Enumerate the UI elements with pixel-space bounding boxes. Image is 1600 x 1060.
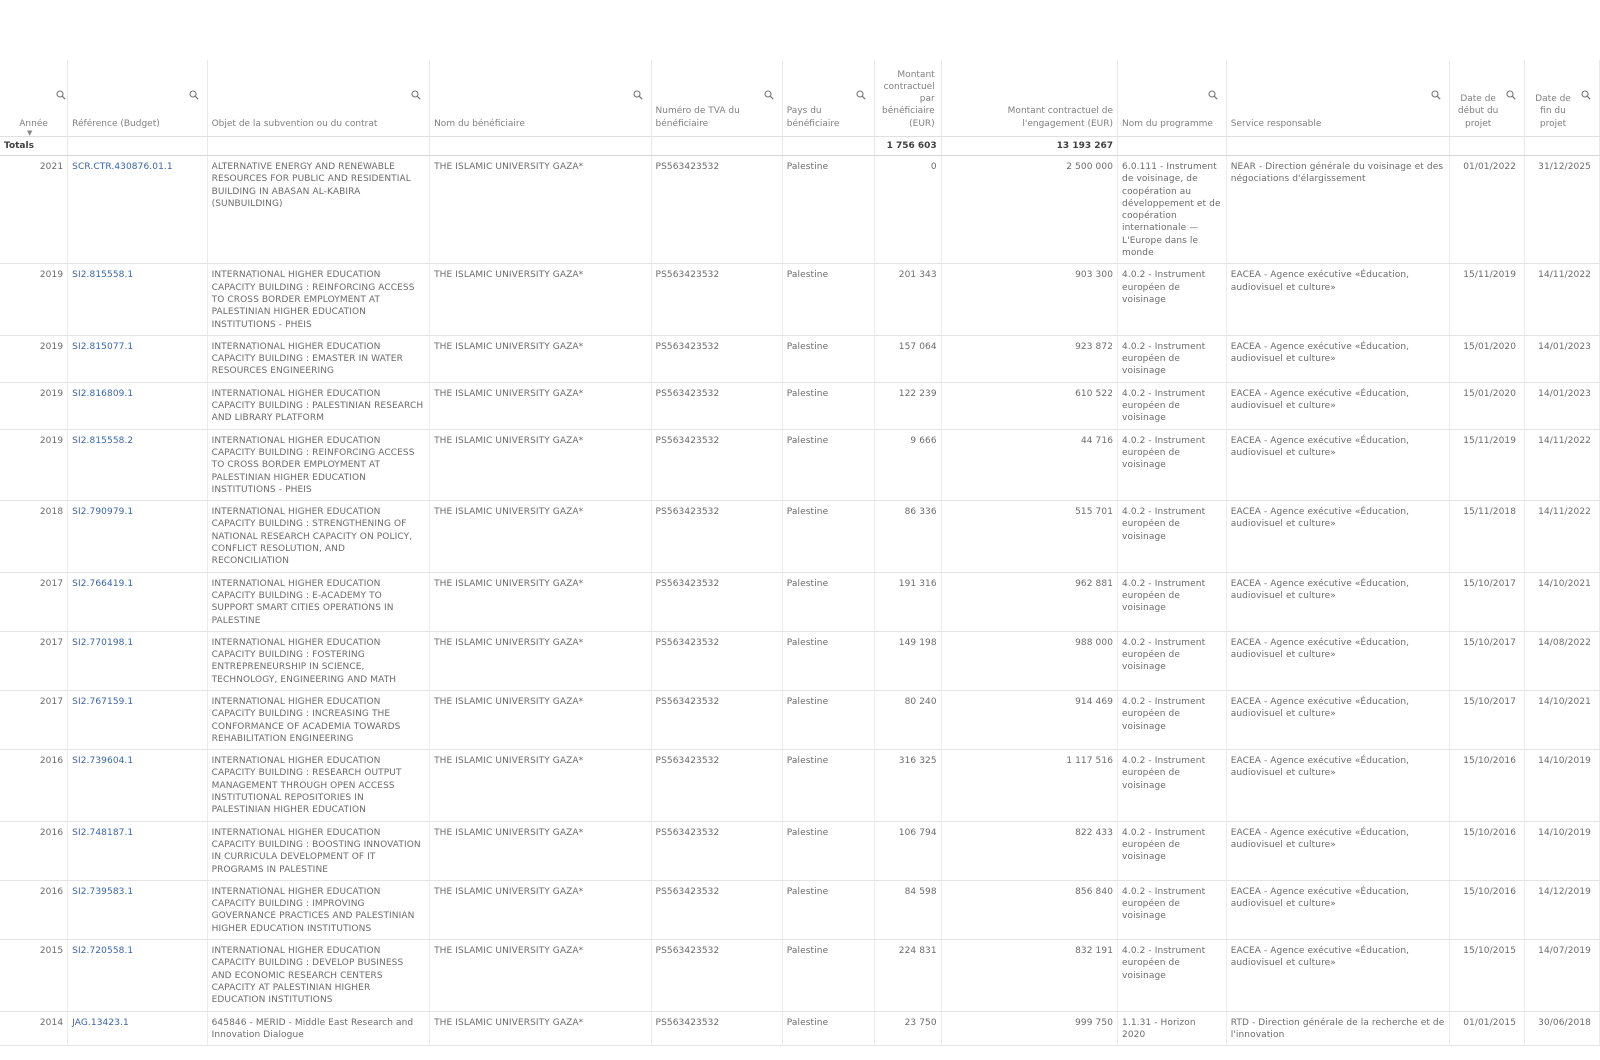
column-header-montant-engagement[interactable] xyxy=(941,60,1117,137)
cell-annee: 2017 xyxy=(0,690,68,749)
cell-montant-beneficiaire: 23 750 xyxy=(875,1011,942,1046)
totals-empty-cell xyxy=(782,137,874,156)
cell-objet: 645846 - MERID - Middle East Research and Innovation Dialogue xyxy=(207,1011,429,1046)
cell-service: EACEA - Agence exécutive «Éducation, audiovisuel et culture» xyxy=(1226,750,1450,821)
cell-reference[interactable]: SI2.766419.1 xyxy=(68,572,207,631)
totals-empty-cell xyxy=(651,137,782,156)
table-row[interactable] xyxy=(0,264,1600,335)
cell-montant-engagement: 914 469 xyxy=(941,690,1117,749)
cell-annee: 2019 xyxy=(0,264,68,335)
cell-pays: Palestine xyxy=(782,382,874,429)
table-row[interactable] xyxy=(0,880,1600,939)
cell-date-debut: 15/10/2017 xyxy=(1450,572,1525,631)
totals-row xyxy=(0,137,1600,156)
cell-service: EACEA - Agence exécutive «Éducation, audiovisuel et culture» xyxy=(1226,382,1450,429)
column-header-label: Année xyxy=(19,118,48,129)
totals-empty-cell xyxy=(207,137,429,156)
cell-programme: 4.0.2 - Instrument européen de voisinage xyxy=(1118,631,1227,690)
totals-montant-beneficiaire: 1 756 603 xyxy=(875,137,942,156)
cell-montant-engagement: 44 716 xyxy=(941,429,1117,500)
table-row[interactable] xyxy=(0,335,1600,382)
cell-objet: ALTERNATIVE ENERGY AND RENEWABLE RESOURCES FOR PUBLIC AND RESIDENTIAL BUILDING IN ABASAN AL-KABIRA (SUNBUILDING) xyxy=(207,156,429,264)
cell-objet: INTERNATIONAL HIGHER EDUCATION CAPACITY BUILDING : RESEARCH OUTPUT MANAGEMENT THROUGH OPEN ACCESS INSTITUTIONAL REPOSITORIES IN PALESTINIAN HIGHER EDUCATION xyxy=(207,750,429,821)
cell-pays: Palestine xyxy=(782,264,874,335)
column-header-label: Nom du bénéficiaire xyxy=(434,118,525,129)
column-header-label: Date de début du projet xyxy=(1457,94,1499,129)
cell-annee: 2014 xyxy=(0,1011,68,1046)
cell-service: RTD - Direction générale de la recherche et de l'innovation xyxy=(1226,1011,1450,1046)
cell-pays: Palestine xyxy=(782,631,874,690)
totals-empty-cell xyxy=(68,137,207,156)
cell-nom-beneficiaire: THE ISLAMIC UNIVERSITY GAZA* xyxy=(430,821,651,880)
totals-empty-cell xyxy=(1450,137,1525,156)
table-row[interactable] xyxy=(0,156,1600,264)
totals-empty-cell xyxy=(1525,137,1600,156)
cell-nom-beneficiaire: THE ISLAMIC UNIVERSITY GAZA* xyxy=(430,631,651,690)
cell-service: EACEA - Agence exécutive «Éducation, audiovisuel et culture» xyxy=(1226,264,1450,335)
table-row[interactable] xyxy=(0,501,1600,572)
cell-date-debut: 15/10/2016 xyxy=(1450,821,1525,880)
cell-objet: INTERNATIONAL HIGHER EDUCATION CAPACITY BUILDING : EMASTER IN WATER RESOURCES ENGINEERING xyxy=(207,335,429,382)
totals-empty-cell xyxy=(1226,137,1450,156)
header-row xyxy=(0,60,1600,137)
data-table-container xyxy=(0,60,1600,1046)
data-table xyxy=(0,60,1600,1046)
column-header-objet[interactable] xyxy=(207,60,429,137)
cell-numero-tva: PS563423532 xyxy=(651,880,782,939)
cell-nom-beneficiaire: THE ISLAMIC UNIVERSITY GAZA* xyxy=(430,429,651,500)
column-header-label: Nom du programme xyxy=(1122,118,1213,129)
column-header-label: Montant contractuel par bénéficiaire (EUR) xyxy=(882,69,935,129)
cell-objet: INTERNATIONAL HIGHER EDUCATION CAPACITY BUILDING : PALESTINIAN RESEARCH AND LIBRARY PLATFORM xyxy=(207,382,429,429)
cell-service: EACEA - Agence exécutive «Éducation, audiovisuel et culture» xyxy=(1226,821,1450,880)
cell-service: EACEA - Agence exécutive «Éducation, audiovisuel et culture» xyxy=(1226,429,1450,500)
column-header-service-responsable[interactable] xyxy=(1226,60,1450,137)
cell-pays: Palestine xyxy=(782,572,874,631)
cell-programme: 4.0.2 - Instrument européen de voisinage xyxy=(1118,501,1227,572)
cell-date-fin: 14/10/2019 xyxy=(1525,750,1600,821)
cell-numero-tva: PS563423532 xyxy=(651,750,782,821)
cell-nom-beneficiaire: THE ISLAMIC UNIVERSITY GAZA* xyxy=(430,264,651,335)
search-icon[interactable] xyxy=(856,90,866,100)
column-header-label: Référence (Budget) xyxy=(72,118,160,129)
search-icon[interactable] xyxy=(764,90,774,100)
cell-reference[interactable]: SI2.770198.1 xyxy=(68,631,207,690)
cell-date-debut: 15/10/2016 xyxy=(1450,880,1525,939)
column-header-label: Service responsable xyxy=(1230,118,1322,129)
column-header-label: Pays du bénéficiaire xyxy=(786,106,840,129)
cell-objet: INTERNATIONAL HIGHER EDUCATION CAPACITY BUILDING : STRENGTHENING OF NATIONAL RESEARCH CAPACITY ON POLICY, CONFLICT RESOLUTION, AND RECONCILIATION xyxy=(207,501,429,572)
cell-annee: 2016 xyxy=(0,821,68,880)
cell-montant-beneficiaire: 84 598 xyxy=(875,880,942,939)
cell-numero-tva: PS563423532 xyxy=(651,631,782,690)
cell-programme: 4.0.2 - Instrument européen de voisinage xyxy=(1118,264,1227,335)
cell-numero-tva: PS563423532 xyxy=(651,429,782,500)
cell-pays: Palestine xyxy=(782,429,874,500)
cell-annee: 2019 xyxy=(0,429,68,500)
cell-objet: INTERNATIONAL HIGHER EDUCATION CAPACITY BUILDING : DEVELOP BUSINESS AND ECONOMIC RESEARCH CENTERS CAPACITY AT PALESTINIAN HIGHER EDUCATION INSTITUTIONS xyxy=(207,940,429,1011)
cell-montant-engagement: 856 840 xyxy=(941,880,1117,939)
cell-annee: 2021 xyxy=(0,156,68,264)
cell-nom-beneficiaire: THE ISLAMIC UNIVERSITY GAZA* xyxy=(430,501,651,572)
cell-reference[interactable]: SI2.739583.1 xyxy=(68,880,207,939)
cell-date-fin: 14/01/2023 xyxy=(1525,335,1600,382)
cell-programme: 6.0.111 - Instrument de voisinage, de coopération au développement et de coopération internationale — L'Europe dans le monde xyxy=(1118,156,1227,264)
cell-objet: INTERNATIONAL HIGHER EDUCATION CAPACITY BUILDING : E-ACADEMY TO SUPPORT SMART CITIES OPERATIONS IN PALESTINE xyxy=(207,572,429,631)
cell-date-fin: 14/07/2019 xyxy=(1525,940,1600,1011)
cell-service: EACEA - Agence exécutive «Éducation, audiovisuel et culture» xyxy=(1226,880,1450,939)
cell-montant-beneficiaire: 201 343 xyxy=(875,264,942,335)
cell-date-debut: 15/01/2020 xyxy=(1450,335,1525,382)
cell-annee: 2019 xyxy=(0,382,68,429)
column-header-label: Numéro de TVA du bénéficiaire xyxy=(655,106,740,129)
cell-montant-beneficiaire: 80 240 xyxy=(875,690,942,749)
cell-montant-beneficiaire: 157 064 xyxy=(875,335,942,382)
table-row[interactable] xyxy=(0,750,1600,821)
column-header-label: Montant contractuel de l'engagement (EUR) xyxy=(1007,106,1114,129)
cell-montant-beneficiaire: 0 xyxy=(875,156,942,264)
cell-montant-engagement: 903 300 xyxy=(941,264,1117,335)
cell-date-fin: 14/01/2023 xyxy=(1525,382,1600,429)
totals-label: Totals xyxy=(4,140,34,151)
cell-pays: Palestine xyxy=(782,335,874,382)
cell-nom-beneficiaire: THE ISLAMIC UNIVERSITY GAZA* xyxy=(430,1011,651,1046)
cell-service: EACEA - Agence exécutive «Éducation, audiovisuel et culture» xyxy=(1226,501,1450,572)
cell-reference[interactable]: SI2.767159.1 xyxy=(68,690,207,749)
cell-montant-engagement: 822 433 xyxy=(941,821,1117,880)
cell-service: EACEA - Agence exécutive «Éducation, audiovisuel et culture» xyxy=(1226,940,1450,1011)
cell-date-fin: 14/11/2022 xyxy=(1525,264,1600,335)
column-header-label: Date de fin du projet xyxy=(1535,94,1571,129)
cell-date-fin: 14/08/2022 xyxy=(1525,631,1600,690)
cell-reference[interactable]: SI2.720558.1 xyxy=(68,940,207,1011)
cell-montant-beneficiaire: 149 198 xyxy=(875,631,942,690)
cell-objet: INTERNATIONAL HIGHER EDUCATION CAPACITY BUILDING : REINFORCING ACCESS TO CROSS BORDER EMPLOYMENT AT PALESTINIAN HIGHER EDUCATION INSTITUTIONS - PHEIS xyxy=(207,429,429,500)
search-icon[interactable] xyxy=(411,90,421,100)
cell-numero-tva: PS563423532 xyxy=(651,264,782,335)
cell-date-fin: 14/11/2022 xyxy=(1525,501,1600,572)
cell-objet: INTERNATIONAL HIGHER EDUCATION CAPACITY BUILDING : IMPROVING GOVERNANCE PRACTICES AND PALESTINIAN HIGHER EDUCATION INSTITUTIONS xyxy=(207,880,429,939)
cell-annee: 2018 xyxy=(0,501,68,572)
cell-programme: 4.0.2 - Instrument européen de voisinage xyxy=(1118,382,1227,429)
column-header-label: Objet de la subvention ou du contrat xyxy=(211,118,378,129)
cell-montant-engagement: 999 750 xyxy=(941,1011,1117,1046)
cell-annee: 2016 xyxy=(0,880,68,939)
cell-montant-beneficiaire: 9 666 xyxy=(875,429,942,500)
cell-annee: 2015 xyxy=(0,940,68,1011)
cell-montant-beneficiaire: 191 316 xyxy=(875,572,942,631)
search-icon[interactable] xyxy=(1506,90,1516,100)
cell-programme: 4.0.2 - Instrument européen de voisinage xyxy=(1118,940,1227,1011)
cell-pays: Palestine xyxy=(782,880,874,939)
cell-objet: INTERNATIONAL HIGHER EDUCATION CAPACITY BUILDING : FOSTERING ENTREPRENEURSHIP IN SCIENCE, TECHNOLOGY, ENGINEERING AND MATH xyxy=(207,631,429,690)
cell-date-debut: 15/10/2017 xyxy=(1450,631,1525,690)
search-icon[interactable] xyxy=(1208,90,1218,100)
cell-date-fin: 14/10/2019 xyxy=(1525,821,1600,880)
column-header-pays[interactable] xyxy=(782,60,874,137)
table-row[interactable] xyxy=(0,690,1600,749)
cell-pays: Palestine xyxy=(782,1011,874,1046)
cell-reference[interactable]: SI2.815558.1 xyxy=(68,264,207,335)
cell-nom-beneficiaire: THE ISLAMIC UNIVERSITY GAZA* xyxy=(430,335,651,382)
search-icon[interactable] xyxy=(1431,90,1441,100)
totals-montant-engagement: 13 193 267 xyxy=(941,137,1117,156)
search-icon[interactable] xyxy=(1581,90,1591,100)
cell-numero-tva: PS563423532 xyxy=(651,156,782,264)
cell-programme: 4.0.2 - Instrument européen de voisinage xyxy=(1118,880,1227,939)
cell-nom-beneficiaire: THE ISLAMIC UNIVERSITY GAZA* xyxy=(430,382,651,429)
column-header-nom-programme[interactable] xyxy=(1118,60,1227,137)
cell-reference[interactable]: SI2.748187.1 xyxy=(68,821,207,880)
cell-objet: INTERNATIONAL HIGHER EDUCATION CAPACITY BUILDING : BOOSTING INNOVATION IN CURRICULA DEVELOPMENT OF IT PROGRAMS IN PALESTINE xyxy=(207,821,429,880)
cell-programme: 4.0.2 - Instrument européen de voisinage xyxy=(1118,690,1227,749)
search-icon[interactable] xyxy=(633,90,643,100)
cell-programme: 4.0.2 - Instrument européen de voisinage xyxy=(1118,572,1227,631)
cell-numero-tva: PS563423532 xyxy=(651,335,782,382)
cell-nom-beneficiaire: THE ISLAMIC UNIVERSITY GAZA* xyxy=(430,690,651,749)
table-row[interactable] xyxy=(0,382,1600,429)
cell-pays: Palestine xyxy=(782,821,874,880)
table-row[interactable] xyxy=(0,821,1600,880)
table-row[interactable] xyxy=(0,631,1600,690)
cell-reference[interactable]: SI2.816809.1 xyxy=(68,382,207,429)
cell-montant-engagement: 1 117 516 xyxy=(941,750,1117,821)
column-header-nom-beneficiaire[interactable] xyxy=(430,60,651,137)
cell-service: EACEA - Agence exécutive «Éducation, audiovisuel et culture» xyxy=(1226,335,1450,382)
cell-reference[interactable]: SI2.739604.1 xyxy=(68,750,207,821)
cell-reference[interactable]: SI2.815077.1 xyxy=(68,335,207,382)
cell-reference[interactable]: SI2.790979.1 xyxy=(68,501,207,572)
column-header-montant-beneficiaire[interactable] xyxy=(875,60,942,137)
cell-montant-engagement: 923 872 xyxy=(941,335,1117,382)
cell-date-debut: 15/10/2016 xyxy=(1450,750,1525,821)
cell-numero-tva: PS563423532 xyxy=(651,821,782,880)
cell-montant-beneficiaire: 106 794 xyxy=(875,821,942,880)
cell-service: EACEA - Agence exécutive «Éducation, audiovisuel et culture» xyxy=(1226,572,1450,631)
cell-date-debut: 15/10/2017 xyxy=(1450,690,1525,749)
totals-empty-cell xyxy=(430,137,651,156)
cell-date-fin: 30/06/2018 xyxy=(1525,1011,1600,1046)
cell-pays: Palestine xyxy=(782,940,874,1011)
cell-date-debut: 15/11/2019 xyxy=(1450,264,1525,335)
table-body xyxy=(0,156,1600,1046)
cell-date-debut: 15/11/2018 xyxy=(1450,501,1525,572)
cell-annee: 2019 xyxy=(0,335,68,382)
cell-pays: Palestine xyxy=(782,156,874,264)
column-header-annee[interactable] xyxy=(0,60,68,137)
cell-annee: 2017 xyxy=(0,572,68,631)
totals-label-cell xyxy=(0,129,68,156)
cell-date-debut: 15/10/2015 xyxy=(1450,940,1525,1011)
cell-programme: 4.0.2 - Instrument européen de voisinage xyxy=(1118,335,1227,382)
table-row[interactable] xyxy=(0,1011,1600,1046)
cell-objet: INTERNATIONAL HIGHER EDUCATION CAPACITY BUILDING : REINFORCING ACCESS TO CROSS BORDER EMPLOYMENT AT PALESTINIAN HIGHER EDUCATION INSTITUTIONS - PHEIS xyxy=(207,264,429,335)
cell-service: NEAR - Direction générale du voisinage et des négociations d'élargissement xyxy=(1226,156,1450,264)
column-header-numero-tva[interactable] xyxy=(651,60,782,137)
cell-montant-engagement: 988 000 xyxy=(941,631,1117,690)
cell-programme: 4.0.2 - Instrument européen de voisinage xyxy=(1118,821,1227,880)
column-header-reference-budget[interactable] xyxy=(68,60,207,137)
cell-date-debut: 01/01/2022 xyxy=(1450,156,1525,264)
cell-nom-beneficiaire: THE ISLAMIC UNIVERSITY GAZA* xyxy=(430,156,651,264)
cell-date-fin: 14/10/2021 xyxy=(1525,690,1600,749)
cell-numero-tva: PS563423532 xyxy=(651,940,782,1011)
cell-pays: Palestine xyxy=(782,501,874,572)
cell-montant-beneficiaire: 122 239 xyxy=(875,382,942,429)
totals-empty-cell xyxy=(1118,137,1227,156)
cell-nom-beneficiaire: THE ISLAMIC UNIVERSITY GAZA* xyxy=(430,880,651,939)
cell-montant-engagement: 962 881 xyxy=(941,572,1117,631)
cell-reference[interactable]: JAG.13423.1 xyxy=(68,1011,207,1046)
cell-montant-beneficiaire: 316 325 xyxy=(875,750,942,821)
cell-annee: 2016 xyxy=(0,750,68,821)
cell-date-debut: 01/01/2015 xyxy=(1450,1011,1525,1046)
cell-numero-tva: PS563423532 xyxy=(651,572,782,631)
cell-objet: INTERNATIONAL HIGHER EDUCATION CAPACITY BUILDING : INCREASING THE CONFORMANCE OF ACADEMIA TOWARDS REHABILITATION ENGINEERING xyxy=(207,690,429,749)
column-header-date-debut[interactable] xyxy=(1450,60,1525,137)
search-icon[interactable] xyxy=(56,90,66,100)
cell-numero-tva: PS563423532 xyxy=(651,382,782,429)
cell-programme: 1.1.31 - Horizon 2020 xyxy=(1118,1011,1227,1046)
cell-nom-beneficiaire: THE ISLAMIC UNIVERSITY GAZA* xyxy=(430,750,651,821)
cell-annee: 2017 xyxy=(0,631,68,690)
cell-programme: 4.0.2 - Instrument européen de voisinage xyxy=(1118,429,1227,500)
cell-service: EACEA - Agence exécutive «Éducation, audiovisuel et culture» xyxy=(1226,631,1450,690)
cell-date-fin: 14/11/2022 xyxy=(1525,429,1600,500)
cell-programme: 4.0.2 - Instrument européen de voisinage xyxy=(1118,750,1227,821)
cell-montant-engagement: 515 701 xyxy=(941,501,1117,572)
cell-nom-beneficiaire: THE ISLAMIC UNIVERSITY GAZA* xyxy=(430,572,651,631)
column-header-date-fin[interactable] xyxy=(1525,60,1600,137)
cell-date-debut: 15/01/2020 xyxy=(1450,382,1525,429)
cell-numero-tva: PS563423532 xyxy=(651,501,782,572)
table-row[interactable] xyxy=(0,940,1600,1011)
cell-pays: Palestine xyxy=(782,750,874,821)
table-row[interactable] xyxy=(0,429,1600,500)
cell-pays: Palestine xyxy=(782,690,874,749)
cell-date-debut: 15/11/2019 xyxy=(1450,429,1525,500)
cell-reference[interactable]: SI2.815558.2 xyxy=(68,429,207,500)
cell-date-fin: 14/10/2021 xyxy=(1525,572,1600,631)
cell-numero-tva: PS563423532 xyxy=(651,690,782,749)
cell-montant-engagement: 2 500 000 xyxy=(941,156,1117,264)
cell-montant-beneficiaire: 224 831 xyxy=(875,940,942,1011)
cell-montant-engagement: 610 522 xyxy=(941,382,1117,429)
cell-date-fin: 14/12/2019 xyxy=(1525,880,1600,939)
table-row[interactable] xyxy=(0,572,1600,631)
cell-date-fin: 31/12/2025 xyxy=(1525,156,1600,264)
cell-montant-beneficiaire: 86 336 xyxy=(875,501,942,572)
cell-service: EACEA - Agence exécutive «Éducation, audiovisuel et culture» xyxy=(1226,690,1450,749)
cell-nom-beneficiaire: THE ISLAMIC UNIVERSITY GAZA* xyxy=(430,940,651,1011)
cell-numero-tva: PS563423532 xyxy=(651,1011,782,1046)
cell-montant-engagement: 832 191 xyxy=(941,940,1117,1011)
cell-reference[interactable]: SCR.CTR.430876.01.1 xyxy=(68,156,207,264)
sort-indicator-icon[interactable]: ▼ xyxy=(27,129,33,137)
search-icon[interactable] xyxy=(189,90,199,100)
